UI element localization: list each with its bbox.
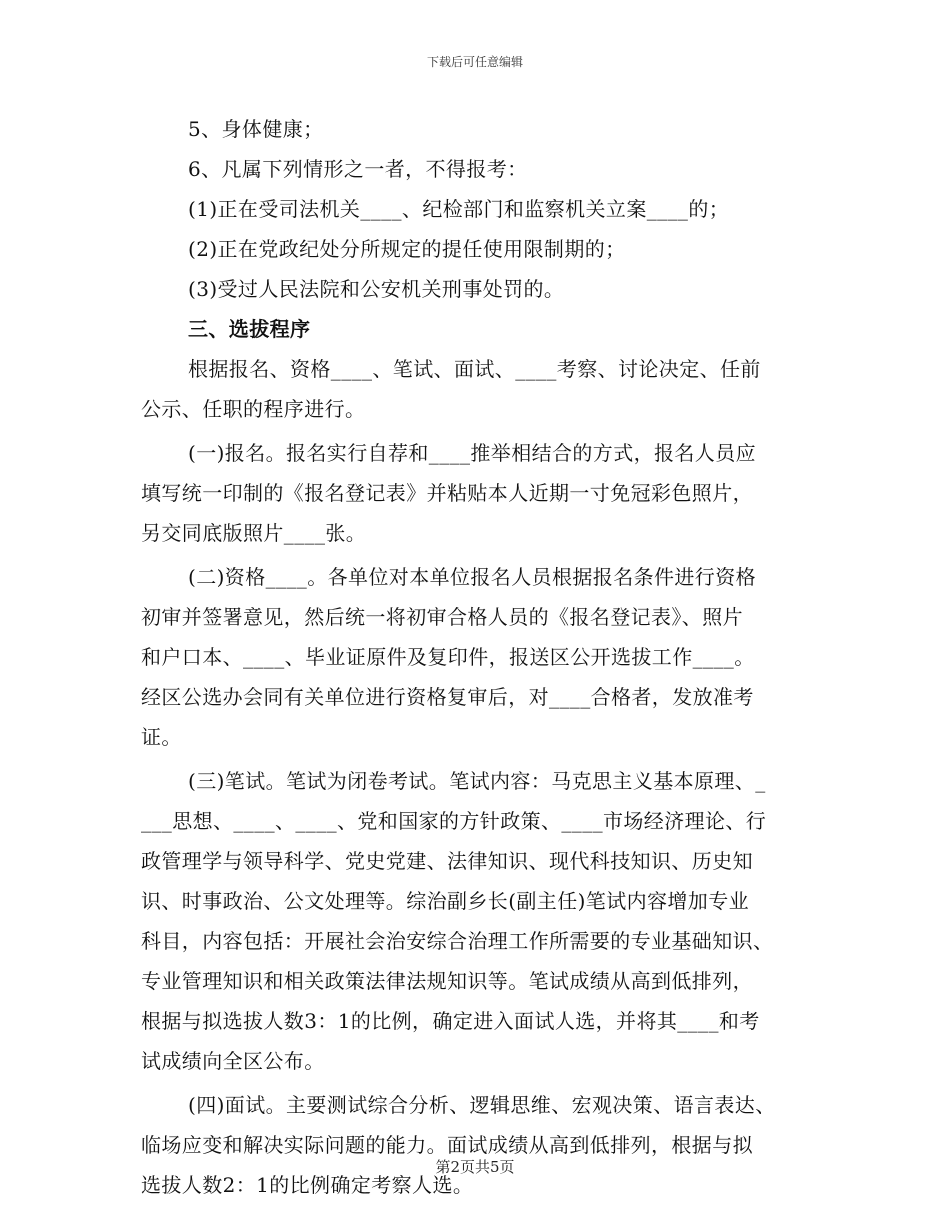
paragraph-line: (一)报名。报名实行自荐和____推举相结合的方式，报名人员应: [188, 441, 757, 465]
paragraph-line: 另交同底版照片____张。: [141, 521, 367, 545]
paragraph-line: 证。: [141, 725, 182, 749]
paragraph-line: ___思想、____、____、党和国家的方针政策、____市场经济理论、行: [141, 809, 767, 833]
paragraph-line: 根据与拟选拔人数3：1的比例，确定进入面试人选，并将其____和考: [141, 1009, 760, 1033]
page-header: 下载后可任意编辑: [426, 55, 523, 69]
paragraph-line: 初审并签署意见，然后统一将初审合格人员的《报名登记表》、照片: [141, 605, 743, 629]
paragraph-line: 经区公选办会同有关单位进行资格复审后，对____合格者，发放准考: [141, 685, 754, 709]
paragraph-line: 识、时事政治、公文处理等。综治副乡长(副主任)笔试内容增加专业: [141, 889, 750, 913]
document-body: [141, 109, 813, 1205]
paragraph-line: 填写统一印制的《报名登记表》并粘贴本人近期一寸免冠彩色照片，: [141, 481, 753, 505]
paragraph-line: (三)笔试。笔试为闭卷考试。笔试内容：马克思主义基本原理、_: [188, 769, 766, 793]
paragraph-line: (四)面试。主要测试综合分析、逻辑思维、宏观决策、语言表达、: [188, 1093, 776, 1117]
paragraph-line: 政管理学与领导科学、党史党建、法律知识、现代科技知识、历史知: [141, 849, 753, 873]
paragraph-line: 科目，内容包括：开展社会治安综合治理工作所需要的专业基础知识、: [141, 929, 774, 953]
list-item-exclusions: 6、凡属下列情形之一者，不得报考：: [188, 157, 528, 181]
paragraph-line: 临场应变和解决实际问题的能力。面试成绩从高到低排列，根据与拟: [141, 1133, 753, 1157]
paragraph-line: 专业管理知识和相关政策法律法规知识等。笔试成绩从高到低排列，: [141, 969, 753, 993]
section-heading: 三、选拔程序: [188, 317, 311, 341]
paragraph-line: 根据报名、资格____、笔试、面试、____考察、讨论决定、任前: [188, 357, 761, 381]
sub-item-2: (2)正在党政纪处分所规定的提任使用限制期的；: [188, 237, 626, 261]
sub-item-1: (1)正在受司法机关____、纪检部门和监察机关立案____的；: [188, 197, 730, 221]
paragraph-line: 和户口本、____、毕业证原件及复印件，报送区公开选拔工作____。: [141, 645, 755, 669]
paragraph-line: 公示、任职的程序进行。: [141, 397, 366, 421]
paragraph-line: 试成绩向全区公布。: [141, 1049, 325, 1073]
sub-item-3: (3)受过人民法院和公安机关刑事处罚的。: [188, 277, 565, 301]
page-number: 第2页共5页: [435, 1158, 515, 1176]
paragraph-line: 选拔人数2：1的比例确定考察人选。: [141, 1173, 474, 1197]
paragraph-line: (二)资格____。各单位对本单位报名人员根据报名条件进行资格: [188, 565, 757, 589]
list-item-health: 5、身体健康；: [188, 117, 324, 141]
